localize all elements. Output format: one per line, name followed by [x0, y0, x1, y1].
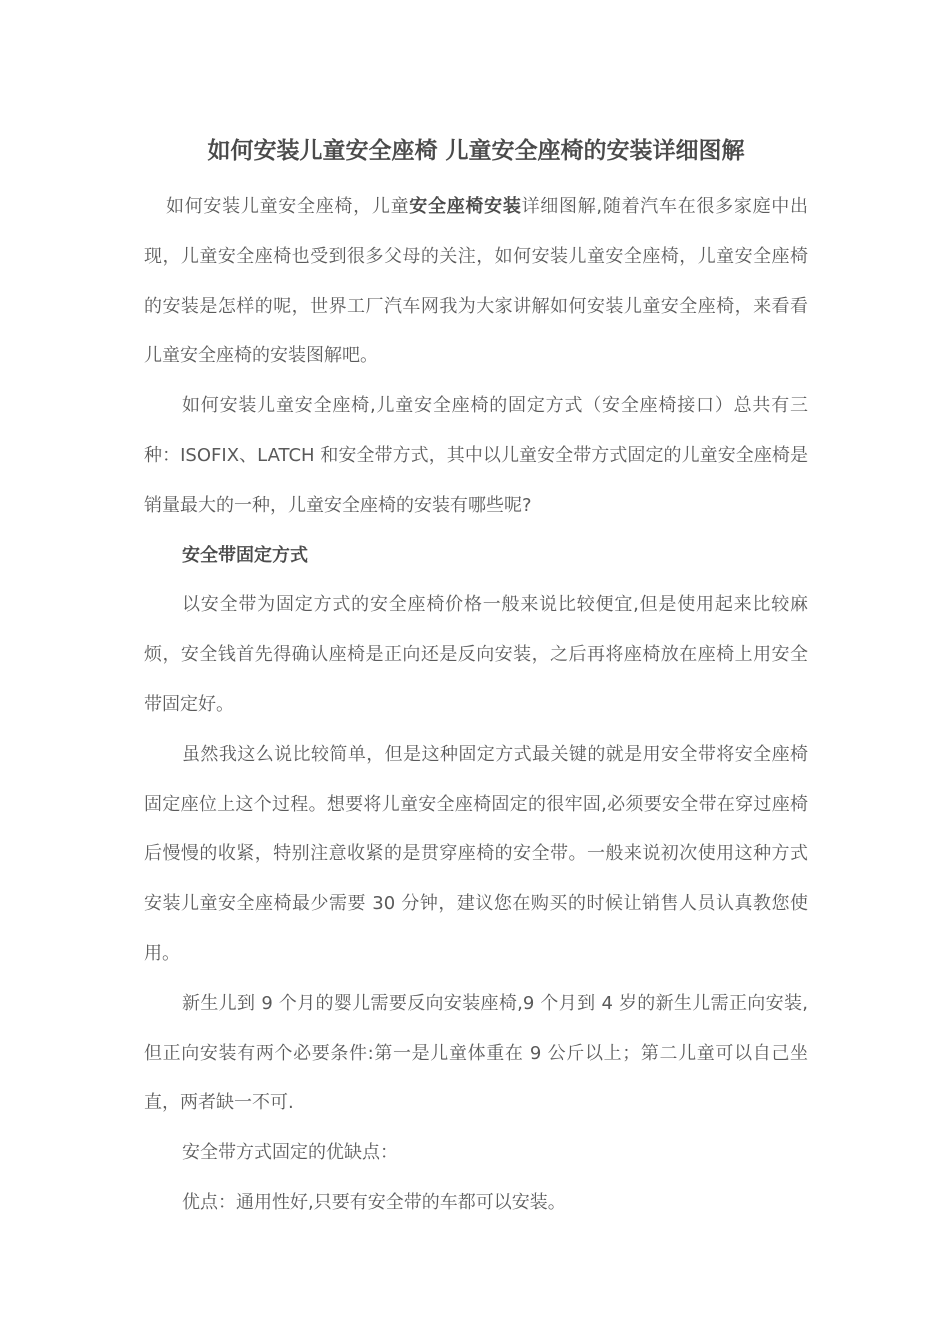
paragraph-pros-cons-heading: 安全带方式固定的优缺点： — [182, 1142, 398, 1164]
intro-text-end: 详细图解,随着汽车在很多家庭中出现，儿童安全座椅也受到很多父母的关注，如何安装儿童安全座椅，儿童安全座椅的安装是怎样的呢，世界工厂汽车网我为大家讲解如何安装儿童安全座椅，来看看儿童安全座椅的安装图解吧。 — [144, 196, 809, 367]
intro-bold-keyword: 安全座椅安装 — [409, 196, 522, 217]
paragraph-advantages: 优点：通用性好,只要有安全带的车都可以安装。 — [182, 1191, 566, 1213]
paragraph-orientation: 新生儿到 9 个月的婴儿需要反向安装座椅,9 个月到 4 岁的新生儿需正向安装,但正向安装有两个必要条件:第一是儿童体重在 9 公斤以上；第二儿童可以自己坐直，两者缺一不可. — [144, 992, 808, 1114]
section-heading-seatbelt: 安全带固定方式 — [182, 544, 308, 566]
intro-paragraph — [144, 182, 808, 381]
document-title: 如何安装儿童安全座椅 儿童安全座椅的安装详细图解 — [207, 138, 745, 164]
paragraph-fixing-methods: 如何安装儿童安全座椅,儿童安全座椅的固定方式（安全座椅接口）总共有三种：ISOFIX、LATCH 和安全带方式，其中以儿童安全带方式固定的儿童安全座椅是销量最大的一种，儿童安全座椅的安装有哪些呢? — [144, 395, 808, 516]
paragraph-seatbelt-process: 虽然我这么说比较简单，但是这种固定方式最关键的就是用安全带将安全座椅固定座位上这个过程。想要将儿童安全座椅固定的很牢固,必须要安全带在穿过座椅后慢慢的收紧，特别注意收紧的是贯穿座椅的安全带。一般来说初次使用这种方式安装儿童安全座椅最少需要 30 分钟，建议您在购买的时候让销售人员认真教您使用。 — [144, 743, 808, 964]
document-page — [144, 128, 808, 1228]
intro-text-start: 如何安装儿童安全座椅，儿童 — [166, 196, 410, 217]
paragraph-seatbelt-price: 以安全带为固定方式的安全座椅价格一般来说比较便宜,但是使用起来比较麻烦，安全钱首先得确认座椅是正向还是反向安装，之后再将座椅放在座椅上用安全带固定好。 — [144, 594, 808, 715]
